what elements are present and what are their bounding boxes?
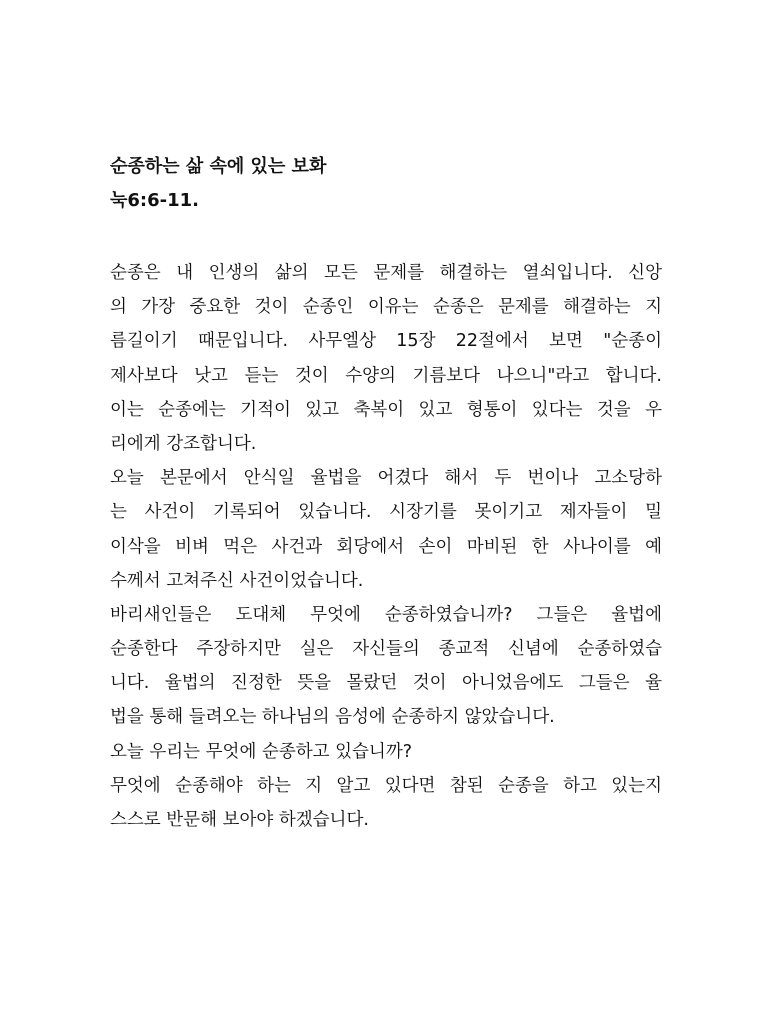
body-line: 이는 순종에는 기적이 있고 축복이 있고 형통이 있다는 것을 우 [110, 399, 662, 420]
body-line: 오늘 우리는 무엇에 순종하고 있습니까? [110, 741, 413, 762]
body-line: 이삭을 비벼 먹은 사건과 회당에서 손이 마비된 한 사나이를 예 [110, 536, 662, 557]
body-line: 제사보다 낫고 듣는 것이 수양의 기름보다 나으니"라고 합니다. [110, 365, 662, 386]
body-text [110, 256, 662, 837]
scripture-reference: 눅6:6-11. [110, 190, 199, 211]
body-line: 는 사건이 기록되어 있습니다. 시장기를 못이기고 제자들이 밀 [110, 502, 662, 523]
body-line: 리에게 강조합니다. [110, 433, 257, 454]
body-line: 바리새인들은 도대체 무엇에 순종하였습니까? 그들은 율법에 [110, 604, 662, 625]
body-line: 수께서 고쳐주신 사건이었습니다. [110, 570, 364, 591]
body-line: 법을 통해 들려오는 하나님의 음성에 순종하지 않았습니다. [110, 707, 555, 728]
body-line: 오늘 본문에서 안식일 율법을 어겼다 해서 두 번이나 고소당하 [110, 468, 662, 489]
body-line: 스스로 반문해 보아야 하겠습니다. [110, 810, 369, 830]
body-line: 무엇에 순종해야 하는 지 알고 있다면 참된 순종을 하고 있는지 [110, 775, 662, 796]
document-title: 순종하는 삶 속에 있는 보화 [110, 156, 327, 177]
body-line: 의 가장 중요한 것이 순종인 이유는 순종은 문제를 해결하는 지 [110, 297, 662, 318]
body-line: 순종한다 주장하지만 실은 자신들의 종교적 신념에 순종하였습 [110, 639, 662, 660]
body-line: 순종은 내 인생의 삶의 모든 문제를 해결하는 열쇠입니다. 신앙 [110, 263, 662, 283]
body-line: 름길이기 때문입니다. 사무엘상 15장 22절에서 보면 "순종이 [110, 331, 662, 352]
title-block [110, 150, 670, 218]
body-line: 니다. 율법의 진정한 뜻을 몰랐던 것이 아니었음에도 그들은 율 [110, 673, 662, 694]
